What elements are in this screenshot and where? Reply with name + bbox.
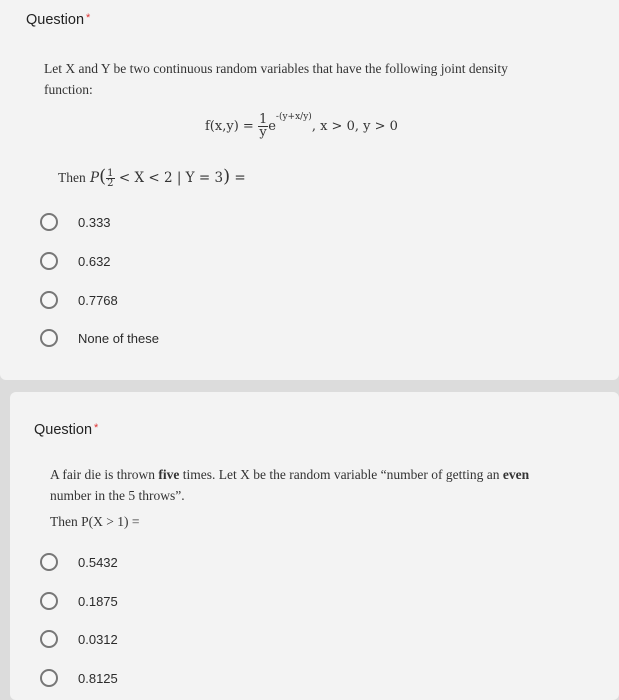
q1-option-4[interactable] bbox=[40, 327, 159, 349]
radio-button[interactable] bbox=[40, 329, 58, 347]
question-2-prompt bbox=[50, 464, 595, 532]
then-frac-num: 1 bbox=[107, 168, 114, 179]
required-mark-1: * bbox=[86, 12, 91, 24]
option-label: None of these bbox=[78, 330, 159, 346]
radio-button[interactable] bbox=[40, 213, 58, 231]
option-label: 0.632 bbox=[78, 253, 111, 269]
question-1-prompt-line2: function: bbox=[44, 82, 93, 97]
density-frac-num: 1 bbox=[258, 112, 268, 127]
density-fraction bbox=[258, 114, 268, 139]
radio-button[interactable] bbox=[40, 252, 58, 270]
q1-option-3[interactable] bbox=[40, 289, 118, 311]
radio-button[interactable] bbox=[40, 669, 58, 687]
prompt-part: times. Let X be the random variable “number of getting an bbox=[179, 467, 503, 482]
question-2-label: Question bbox=[34, 422, 93, 438]
q1-option-1[interactable] bbox=[40, 211, 111, 233]
then-prefix: Then bbox=[58, 170, 86, 185]
question-2-title bbox=[34, 422, 98, 438]
radio-button[interactable] bbox=[40, 592, 58, 610]
density-e: e bbox=[268, 119, 276, 134]
question-1-then: Then P( $\frac{1}{2}$ < X < 2 | Y = 3) = bbox=[58, 166, 246, 189]
option-label: 0.0312 bbox=[78, 631, 118, 647]
question-1-title bbox=[26, 12, 90, 28]
then-condition: < X < 2 | Y = 3 bbox=[118, 170, 224, 186]
q2-option-1[interactable] bbox=[40, 551, 118, 573]
then-suffix: = bbox=[234, 170, 246, 186]
question-1-label: Question bbox=[26, 12, 85, 28]
question-1-prompt bbox=[44, 58, 584, 100]
required-mark-2: * bbox=[94, 422, 99, 434]
question-2-prompt-line1 bbox=[50, 464, 595, 485]
then-fraction bbox=[106, 169, 114, 188]
radio-button[interactable] bbox=[40, 630, 58, 648]
density-formula bbox=[205, 111, 398, 140]
density-frac-den: y bbox=[259, 125, 267, 140]
radio-button[interactable] bbox=[40, 291, 58, 309]
q2-option-2[interactable] bbox=[40, 590, 118, 612]
option-label: 0.333 bbox=[78, 214, 111, 230]
density-domain: , x > 0, y > 0 bbox=[311, 119, 398, 134]
then-prob: P bbox=[90, 170, 100, 186]
option-label: 0.7768 bbox=[78, 292, 118, 308]
question-card-2 bbox=[10, 392, 619, 700]
prompt-part: A fair die is thrown bbox=[50, 467, 159, 482]
prompt-bold-even: even bbox=[502, 467, 530, 482]
density-lhs: f(x,y) = bbox=[205, 119, 254, 134]
question-1-prompt-line1: Let X and Y be two continuous random variables that have the following joint density bbox=[44, 61, 508, 76]
then-frac-den: 2 bbox=[107, 178, 114, 189]
option-label: 0.1875 bbox=[78, 593, 118, 609]
option-label: 0.5432 bbox=[78, 554, 118, 570]
q2-option-3[interactable] bbox=[40, 628, 118, 650]
q1-option-2[interactable] bbox=[40, 250, 111, 272]
prompt-bold-five: five bbox=[158, 467, 180, 482]
radio-button[interactable] bbox=[40, 553, 58, 571]
question-2-then: Then P(X > 1) = bbox=[50, 514, 140, 529]
question-2-prompt-line2: number in the 5 throws”. bbox=[50, 488, 185, 503]
option-label: 0.8125 bbox=[78, 670, 118, 686]
q2-option-4[interactable] bbox=[40, 667, 118, 689]
density-exponent: -(y+x/y) bbox=[275, 111, 312, 122]
